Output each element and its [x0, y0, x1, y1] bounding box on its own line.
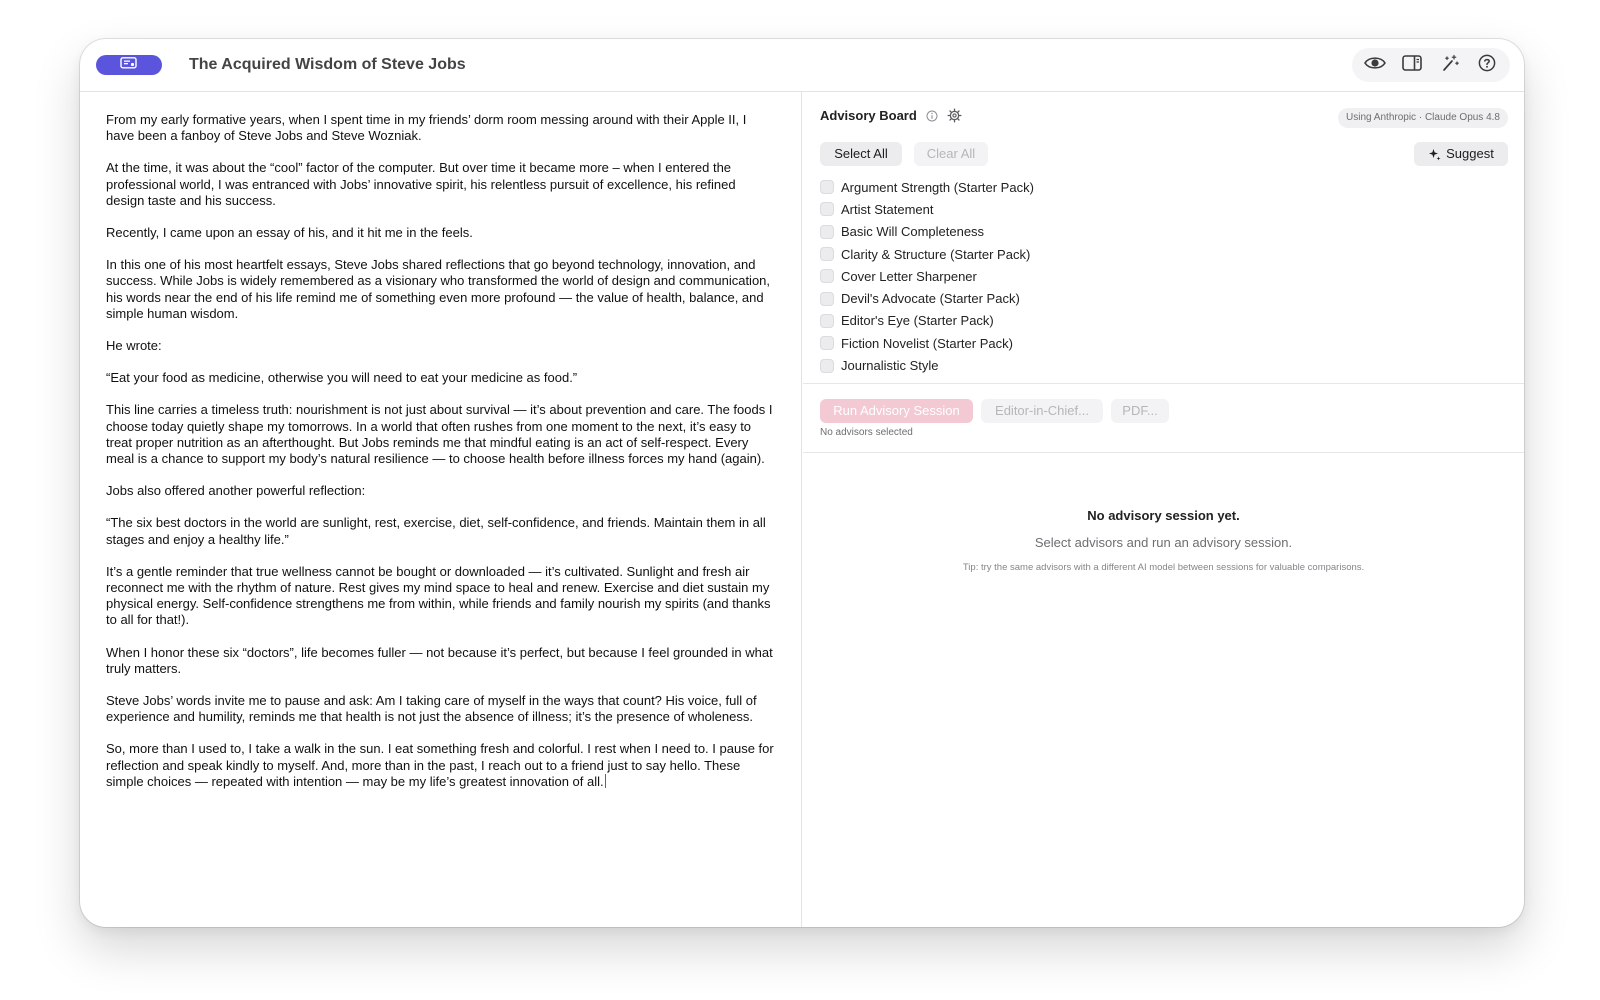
- advisor-label: Cover Letter Sharpener: [841, 268, 977, 284]
- sidebar-toggle-button[interactable]: [1398, 51, 1426, 79]
- advisor-item[interactable]: [820, 287, 1034, 309]
- app-menu-button[interactable]: [96, 55, 162, 75]
- editor-paragraph[interactable]: Recently, I came upon an essay of his, and it hit me in the feels.: [106, 225, 473, 241]
- advisor-item[interactable]: [820, 221, 1034, 243]
- preview-button[interactable]: [1361, 51, 1389, 79]
- editor-paragraph[interactable]: When I honor these six “doctors”, life becomes fuller — not because it’s perfect, but because I feel grounded in what truly matters.: [106, 644, 773, 676]
- advisor-item[interactable]: [820, 332, 1034, 354]
- advisor-checkbox[interactable]: [820, 359, 834, 373]
- eye-icon: [1364, 56, 1386, 75]
- info-icon[interactable]: [926, 110, 938, 122]
- select-all-button[interactable]: Select All: [820, 142, 902, 166]
- advisor-label: Artist Statement: [841, 201, 934, 217]
- editor-paragraph[interactable]: It’s a gentle reminder that true wellness cannot be bought or downloaded — it’s cultivated. Sunlight and fresh air reconnect me with the rhythm of nature. Rest gives my mind space to heal and renew. Exercise and diet sustain my physical energy. Self-confidence strengthens me from within, while friends and family nourish my spirits (and thanks to all for that!).: [106, 563, 771, 628]
- editor-paragraph[interactable]: This line carries a timeless truth: nourishment is not just about survival — it’s about prevention and care. The foods I choose today quietly shape my tomorrows. In a world that often rushes from one moment to the next, it’s easy to treat proper nutrition as an afterthought. But Jobs reminds me that mindful eating is an act of self-respect. Every meal is a chance to support my body’s natural resilience — to choose health before illness forces my hand (again).: [106, 402, 773, 467]
- suggest-label: Suggest: [1446, 146, 1494, 161]
- text-caret: [605, 774, 606, 788]
- empty-state-subtitle: Select advisors and run an advisory session.: [1034, 535, 1293, 550]
- run-advisory-session-button[interactable]: Run Advisory Session: [820, 399, 973, 423]
- advisory-panel: [803, 92, 1524, 927]
- document-editor[interactable]: [80, 92, 802, 927]
- advisor-label: Fiction Novelist (Starter Pack): [841, 335, 1013, 351]
- empty-state-tip: Tip: try the same advisors with a different AI model between sessions for valuable comparisons.: [962, 562, 1365, 573]
- advisor-label: Journalistic Style: [841, 358, 939, 374]
- advisor-item[interactable]: [820, 265, 1034, 287]
- advisory-header: [820, 108, 962, 123]
- advisor-checkbox[interactable]: [820, 225, 834, 239]
- pdf-export-button[interactable]: PDF...: [1111, 399, 1169, 423]
- editor-paragraph-text[interactable]: So, more than I used to, I take a walk in the sun. I eat something fresh and colorful. I rest when I need to. I pause for reflection and speak kindly to myself. And, more than in the past, I reach out to a friend just to say hello. These simple choices — repeated with intention — may be my life’s greatest innovation of all.: [106, 741, 774, 789]
- advisor-checkbox[interactable]: [820, 180, 834, 194]
- advisor-checkbox[interactable]: [820, 202, 834, 216]
- document-title: The Acquired Wisdom of Steve Jobs: [189, 56, 466, 73]
- advisor-label: Argument Strength (Starter Pack): [841, 179, 1034, 195]
- title-bar: [80, 39, 1524, 92]
- help-button[interactable]: [1473, 51, 1501, 79]
- section-divider: [803, 383, 1524, 384]
- editor-paragraph[interactable]: From my early formative years, when I spent time in my friends’ dorm room messing around with their Apple II, I have been a fanboy of Steve Jobs and Steve Wozniak.: [106, 112, 747, 144]
- advisor-item[interactable]: [820, 243, 1034, 265]
- help-icon: [1478, 54, 1496, 77]
- selection-status: No advisors selected: [820, 427, 913, 438]
- advisor-label: Basic Will Completeness: [841, 224, 985, 240]
- editor-paragraph[interactable]: “Eat your food as medicine, otherwise you will need to eat your medicine as food.”: [106, 370, 578, 386]
- selection-controls: [820, 142, 1508, 166]
- sidebar-toggle-icon: [1402, 55, 1422, 76]
- section-divider: [803, 452, 1524, 453]
- advisor-item[interactable]: [820, 176, 1034, 198]
- window-icon: [120, 56, 138, 74]
- empty-state: [803, 508, 1524, 573]
- clear-all-button[interactable]: Clear All: [914, 142, 988, 166]
- model-badge[interactable]: Using Anthropic · Claude Opus 4.8: [1338, 108, 1508, 128]
- advisory-board-title: Advisory Board: [820, 108, 917, 123]
- advisor-checkbox[interactable]: [820, 314, 834, 328]
- editor-paragraph[interactable]: Steve Jobs’ words invite me to pause and ask: Am I taking care of myself in the ways that count? His voice, full of experience and humility, reminds me that health is not just the absence of illness; it’s the presence of wholeness.: [106, 693, 757, 725]
- advisor-checkbox[interactable]: [820, 247, 834, 261]
- advisor-item[interactable]: [820, 354, 1034, 376]
- editor-paragraph[interactable]: “The six best doctors in the world are sunlight, rest, exercise, diet, self-confidence, and friends. Maintain them in all stages and enjoy a healthy life.”: [106, 515, 766, 547]
- advisor-label: Clarity & Structure (Starter Pack): [841, 246, 1031, 262]
- app-window: [80, 39, 1524, 927]
- sparkle-icon: [1428, 148, 1441, 161]
- magic-button[interactable]: [1436, 51, 1464, 79]
- editor-paragraph[interactable]: At the time, it was about the “cool” factor of the computer. But over time it became more – when I entered the professional world, I was entranced with Jobs’ innovative spirit, his relentless pursuit of excellence, his refined design taste and his success.: [106, 160, 736, 208]
- editor-paragraph[interactable]: Jobs also offered another powerful reflection:: [106, 483, 366, 499]
- toolbar: [1352, 48, 1510, 82]
- advisor-label: Devil's Advocate (Starter Pack): [841, 291, 1020, 307]
- editor-in-chief-button[interactable]: Editor-in-Chief...: [981, 399, 1103, 423]
- advisor-checkbox[interactable]: [820, 269, 834, 283]
- empty-state-title: No advisory session yet.: [1087, 508, 1240, 523]
- editor-paragraph-last[interactable]: [106, 741, 777, 790]
- advisor-checkbox[interactable]: [820, 336, 834, 350]
- editor-paragraph[interactable]: In this one of his most heartfelt essays, Steve Jobs shared reflections that go beyond technology, innovation, and success. While Jobs is widely remembered as a visionary who transformed the world of design and communication, his words near the end of his life remind me of something even more profound — the value of health, balance, and simple human wisdom.: [106, 257, 771, 321]
- advisor-checkbox[interactable]: [820, 292, 834, 306]
- gear-icon[interactable]: [947, 108, 962, 123]
- magic-wand-icon: [1441, 54, 1459, 77]
- suggest-button[interactable]: [1414, 142, 1508, 166]
- advisor-item[interactable]: [820, 198, 1034, 220]
- advisor-list: [820, 176, 1034, 377]
- advisor-label: Editor's Eye (Starter Pack): [841, 313, 994, 329]
- editor-paragraph[interactable]: He wrote:: [106, 338, 162, 354]
- advisor-item[interactable]: [820, 310, 1034, 332]
